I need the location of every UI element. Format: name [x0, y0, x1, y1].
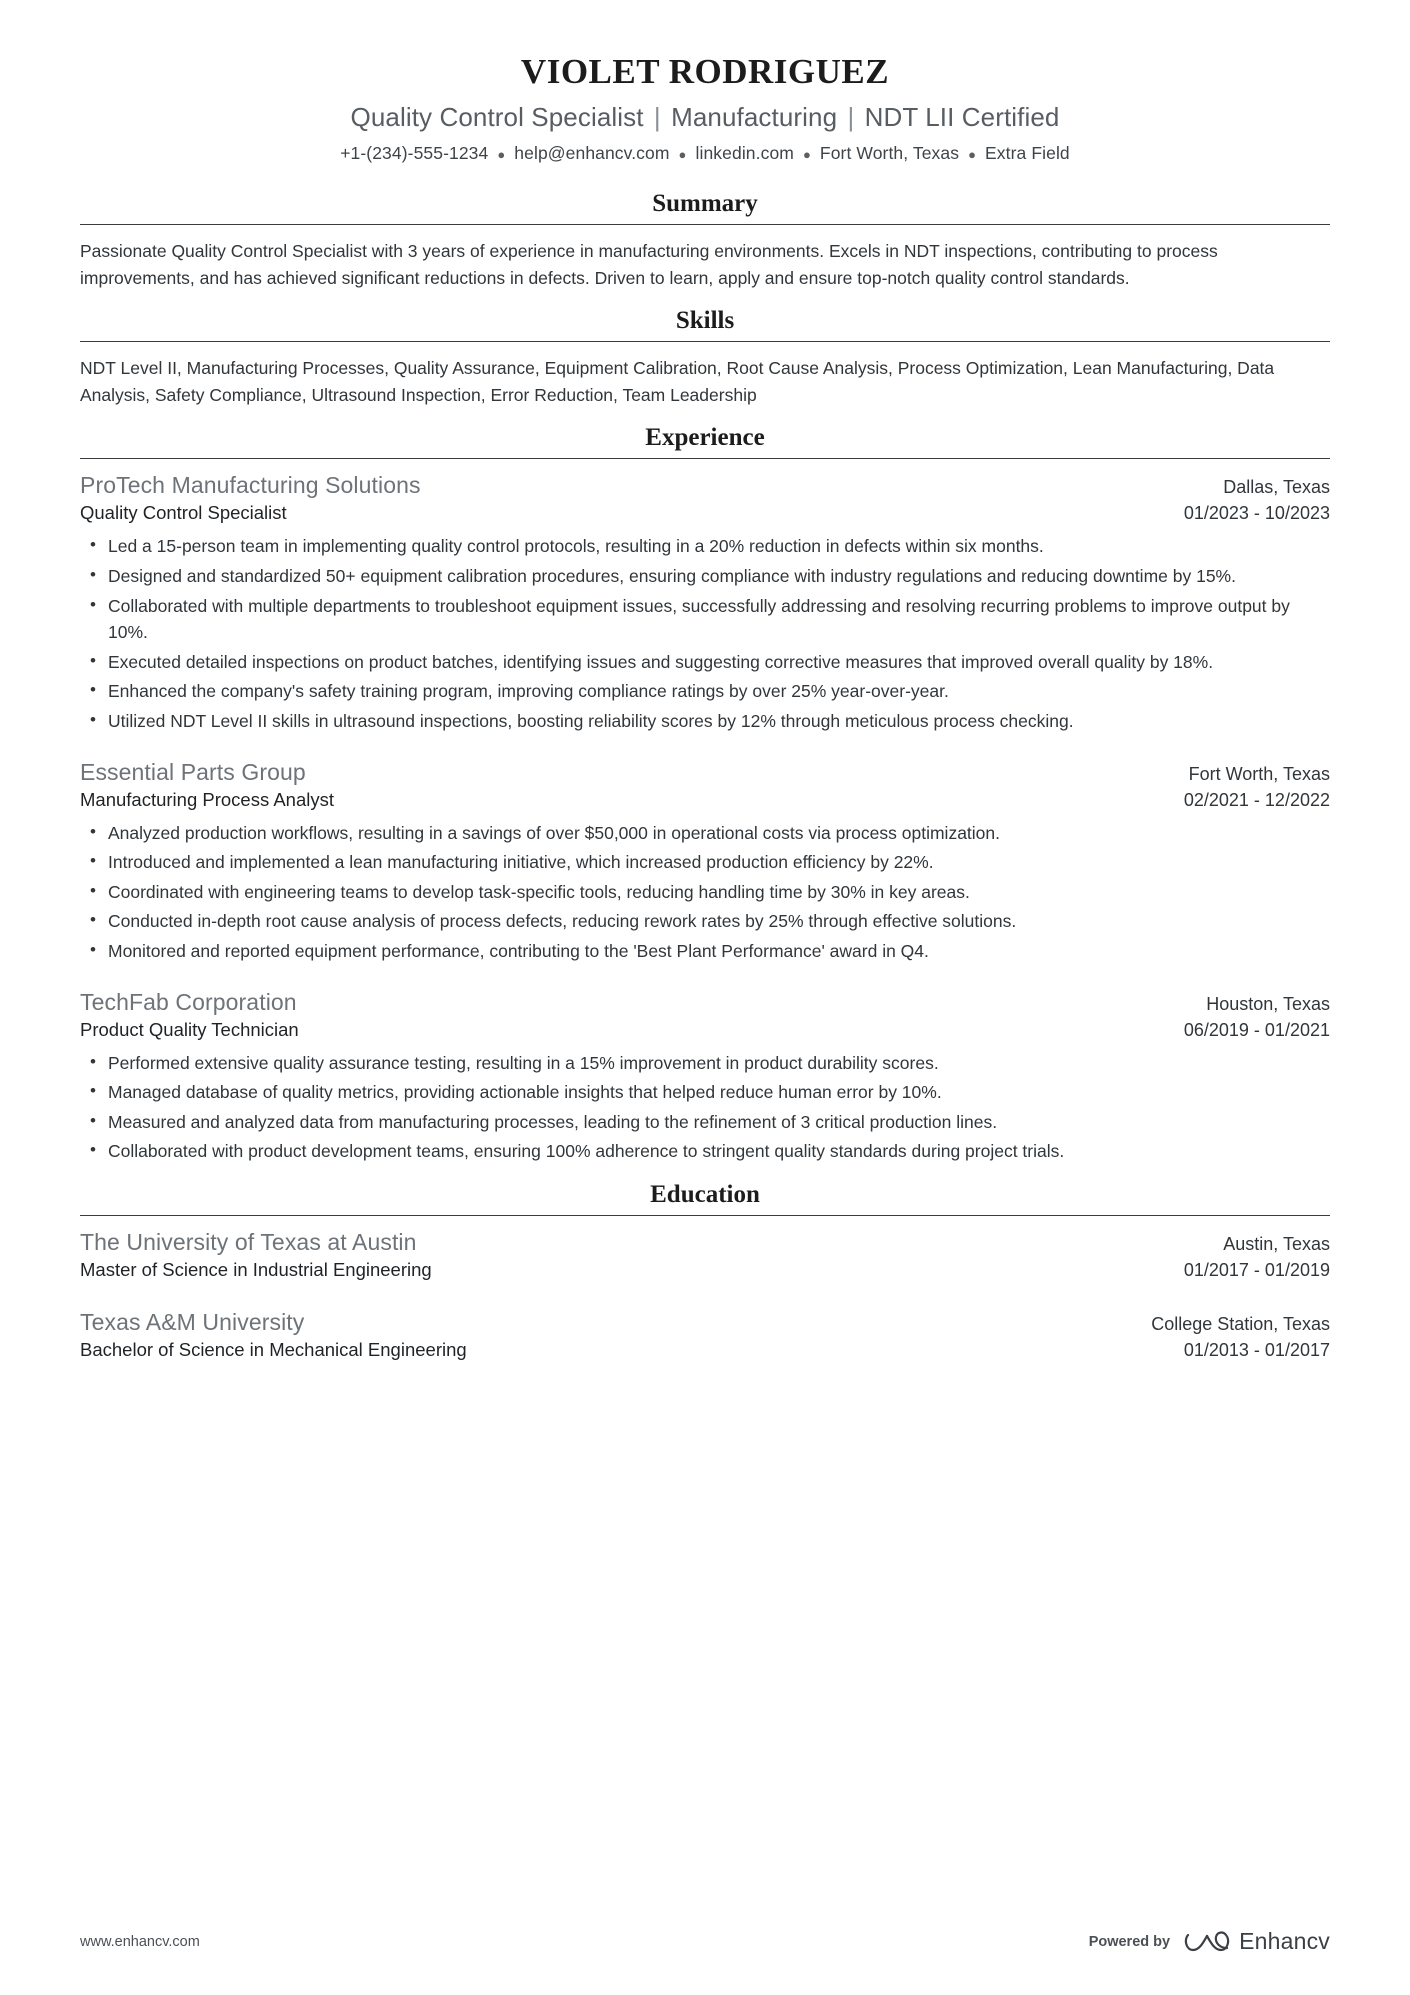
experience-role: Product Quality Technician	[80, 1018, 299, 1040]
bullet-separator-icon: ●	[678, 146, 687, 162]
skills-text: NDT Level II, Manufacturing Processes, Quality Assurance, Equipment Calibration, Root Cause Analysis, Process Optimization, Lean Manufacturing, Data Analysis, Safety Compliance, Ultrasound Inspection, Error Reduction, Team Leadership	[80, 358, 1275, 405]
candidate-headline	[80, 102, 1330, 133]
bullet-separator-icon: ●	[802, 146, 811, 162]
list-item: • Executed detailed inspections on product batches, identifying issues and suggesting corrective measures that improved overall quality by 18%.	[106, 649, 1330, 676]
contact-extra-field: Extra Field	[985, 143, 1070, 163]
education-location: College Station, Texas	[1151, 1313, 1330, 1334]
experience-location: Fort Worth, Texas	[1188, 763, 1330, 784]
experience-bullets	[80, 820, 1330, 965]
experience-entry	[80, 759, 1330, 965]
experience-entry-header	[80, 472, 1330, 499]
section-divider	[80, 458, 1330, 459]
list-item: • Collaborated with product development teams, ensuring 100% adherence to stringent quality standards during project trials.	[106, 1138, 1330, 1165]
section-divider	[80, 1215, 1330, 1216]
education-entry	[80, 1309, 1330, 1361]
education-location: Austin, Texas	[1223, 1233, 1330, 1254]
section-title-experience: Experience	[645, 424, 765, 452]
experience-entry-header	[80, 759, 1330, 786]
experience-dates: 02/2021 - 12/2022	[1183, 789, 1330, 810]
list-item: • Designed and standardized 50+ equipment calibration procedures, ensuring compliance with industry regulations and reducing downtime by 15%.	[106, 563, 1330, 590]
list-item: • Coordinated with engineering teams to develop task-specific tools, reducing handling time by 30% in key areas.	[106, 879, 1330, 906]
list-item: • Performed extensive quality assurance testing, resulting in a 15% improvement in product durability scores.	[106, 1050, 1330, 1077]
education-entry	[80, 1229, 1330, 1281]
contact-phone: +1-(234)-555-1234	[340, 143, 489, 163]
summary-text: Passionate Quality Control Specialist with 3 years of experience in manufacturing environments. Excels in NDT inspections, contributing to process improvements, and has achieved significant reductions in defects. Driven to learn, apply and ensure top-notch quality control standards.	[80, 241, 1218, 288]
education-school: Texas A&M University	[80, 1308, 305, 1335]
contact-line	[80, 143, 1330, 164]
list-item: • Enhanced the company's safety training program, improving compliance ratings by over 25% year-over-year.	[106, 678, 1330, 705]
experience-entry-subheader	[80, 1019, 1330, 1041]
contact-email[interactable]: help@enhancv.com	[514, 143, 670, 163]
contact-location: Fort Worth, Texas	[819, 143, 960, 163]
section-education	[80, 1181, 1330, 1361]
experience-entry-subheader	[80, 502, 1330, 524]
education-degree: Master of Science in Industrial Engineering	[80, 1258, 432, 1280]
list-item: • Measured and analyzed data from manufacturing processes, leading to the refinement of 3 critical production lines.	[106, 1109, 1330, 1136]
experience-company: ProTech Manufacturing Solutions	[80, 472, 421, 499]
enhancv-brand-name: Enhancv	[1239, 1928, 1330, 1954]
bullet-separator-icon: ●	[968, 146, 977, 162]
section-title-summary: Summary	[652, 190, 758, 217]
headline-separator: |	[840, 102, 862, 132]
section-summary	[80, 190, 1330, 291]
section-divider	[80, 341, 1330, 342]
experience-bullets	[80, 1050, 1330, 1165]
contact-linkedin[interactable]: linkedin.com	[695, 143, 794, 163]
experience-role: Quality Control Specialist	[80, 502, 287, 524]
experience-location: Houston, Texas	[1206, 993, 1330, 1014]
experience-entry	[80, 472, 1330, 734]
candidate-name: VIOLET RODRIGUEZ	[520, 52, 890, 91]
list-item: • Collaborated with multiple departments to troubleshoot equipment issues, successfully addressing and resolving recurring problems to improve output by 10%.	[106, 593, 1330, 646]
bullet-separator-icon: ●	[497, 146, 506, 162]
experience-dates: 06/2019 - 01/2021	[1183, 1019, 1330, 1040]
experience-location: Dallas, Texas	[1223, 477, 1330, 498]
headline-part-0: Quality Control Specialist	[350, 102, 644, 132]
section-experience	[80, 424, 1330, 1165]
education-school: The University of Texas at Austin	[80, 1228, 417, 1255]
section-title-education: Education	[650, 1180, 760, 1208]
headline-part-1: Manufacturing	[671, 102, 838, 132]
footer-website-url[interactable]: www.enhancv.com	[80, 1933, 200, 1950]
education-degree: Bachelor of Science in Mechanical Engineering	[80, 1338, 467, 1360]
education-entry-subheader	[80, 1259, 1330, 1281]
experience-company: TechFab Corporation	[80, 988, 297, 1015]
experience-role: Manufacturing Process Analyst	[80, 788, 334, 810]
experience-dates: 01/2023 - 10/2023	[1183, 503, 1330, 524]
list-item: • Monitored and reported equipment performance, contributing to the 'Best Plant Performance' award in Q4.	[106, 938, 1330, 965]
education-entry-header	[80, 1229, 1330, 1256]
enhancv-logo-icon	[1184, 1929, 1230, 1955]
list-item: • Led a 15-person team in implementing quality control protocols, resulting in a 20% reduction in defects within six months.	[106, 533, 1330, 560]
footer-branding	[1089, 1928, 1330, 1955]
section-skills	[80, 307, 1330, 408]
list-item: • Utilized NDT Level II skills in ultrasound inspections, boosting reliability scores by 12% through meticulous process checking.	[106, 708, 1330, 735]
education-entry-header	[80, 1309, 1330, 1336]
list-item: • Conducted in-depth root cause analysis of process defects, reducing rework rates by 25% through effective solutions.	[106, 908, 1330, 935]
headline-separator: |	[646, 102, 669, 132]
section-divider	[80, 224, 1330, 225]
education-entry-subheader	[80, 1339, 1330, 1361]
experience-entry	[80, 989, 1330, 1165]
list-item: • Analyzed production workflows, resulting in a savings of over $50,000 in operational costs via process optimization.	[106, 820, 1330, 847]
experience-entry-header	[80, 989, 1330, 1016]
section-title-skills: Skills	[675, 307, 735, 335]
resume-header	[80, 52, 1330, 164]
headline-part-2: NDT LII Certified	[864, 102, 1060, 132]
education-dates: 01/2017 - 01/2019	[1183, 1259, 1330, 1280]
education-dates: 01/2013 - 01/2017	[1183, 1339, 1330, 1360]
powered-by-label: Powered by	[1088, 1933, 1171, 1950]
experience-entry-subheader	[80, 789, 1330, 811]
list-item: • Managed database of quality metrics, providing actionable insights that helped reduce human error by 10%.	[106, 1079, 1330, 1106]
page-footer	[80, 1928, 1330, 1955]
experience-bullets	[80, 533, 1330, 734]
experience-company: Essential Parts Group	[80, 758, 306, 785]
list-item: • Introduced and implemented a lean manufacturing initiative, which increased production efficiency by 22%.	[106, 849, 1330, 876]
enhancv-brand	[1184, 1928, 1330, 1955]
